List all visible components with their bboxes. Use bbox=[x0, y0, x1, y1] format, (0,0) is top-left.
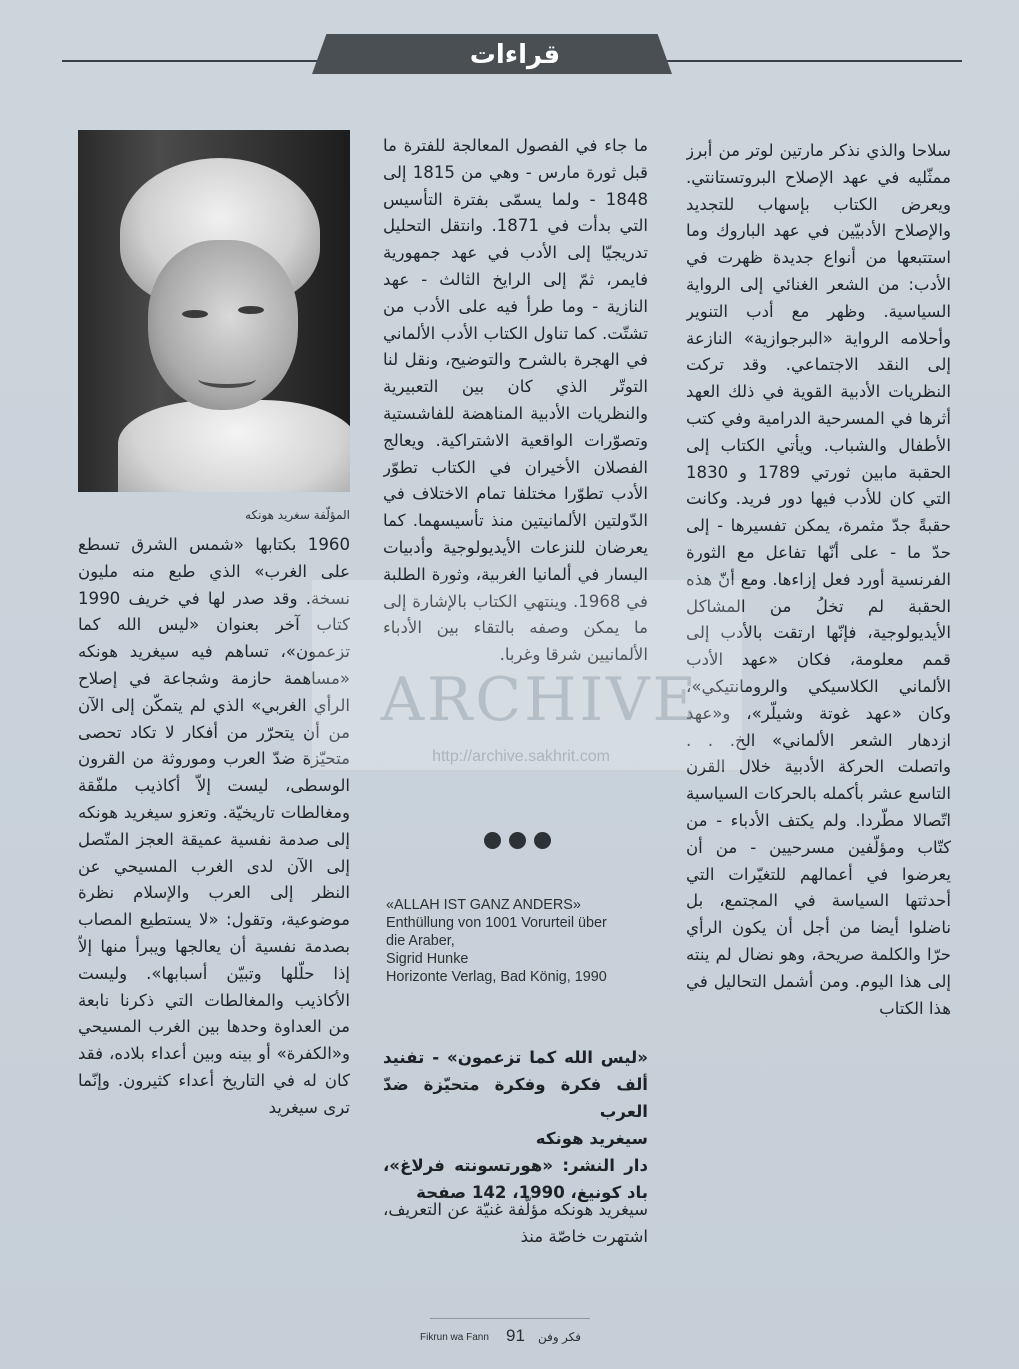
magazine-name-ar: فكر وفن bbox=[538, 1330, 581, 1344]
book-publisher-arabic: دار النشر: «هورتسونته فرلاغ»، باد كونيغ، 1990، 142 صفحة bbox=[383, 1156, 648, 1202]
biblio-line: Enthüllung von 1001 Vorurteil über bbox=[386, 915, 607, 931]
watermark-url: http://archive.sakhrit.com bbox=[432, 748, 610, 765]
biblio-line: die Araber, bbox=[386, 933, 455, 949]
column-left-text: 1960 بكتابها «شمس الشرق تسطع على الغرب» الذي طبع منه مليون نسخة. وقد صدر لها في خريف 1990 كتاب آخر بعنوان «ليس الله كما تزعمون»، تساهم فيه سيغريد هونكه «مساهمة حازمة وشجاعة في إصلاح الرأي الغربي» الذي لم يتمكّن إلى الآن من أن يتحرّر من أفكار لا تكاد تحصى متحيّزة ضدّ العرب وموروثة من القرون الوسطى، ليست إلاّ أكاذيب ملفّقة ومغالطات تاريخيّة. وتعزو سيغريد هونكه إلى صدمة نفسية عميقة العجز المتّصل إلى الآن لدى الغرب المسيحي عن النظر إلى العرب والإسلام نظرة موضوعية، وتقول: «لا يستطيع المصاب بصدمة نفسية أن يعالجها ويبرأ منها إلاّ إذا حلّلها وتبيّن أسبابها». وليست الأكاذيب والمغالطات التي ذكرنا نابعة من العداوة وحدها بين الغرب المسيحي و«الكفرة» أو بينه وبين أعداء بلاده، فقد كان له في التاريخ أعداء كثيرون. وإنّما ترى سيغريد bbox=[78, 535, 350, 1117]
section-title: قراءات bbox=[469, 40, 561, 70]
biblio-line: Sigrid Hunke bbox=[386, 951, 469, 967]
section-separator bbox=[484, 832, 554, 852]
book-author-arabic: سيغريد هونكه bbox=[535, 1129, 648, 1148]
book-title-arabic: «ليس الله كما تزعمون» - تفنيد ألف فكرة وفكرة متحيّزة ضدّ العرب bbox=[383, 1048, 648, 1121]
separator-dot bbox=[484, 832, 501, 849]
text-column-left bbox=[78, 532, 350, 1262]
biblio-line: «ALLAH IST GANZ ANDERS» bbox=[386, 897, 581, 913]
magazine-name-en: Fikrun wa Fann bbox=[420, 1332, 489, 1343]
photo-caption: المؤلّفة سغريد هونكه bbox=[245, 508, 350, 522]
photo-collar bbox=[118, 400, 350, 492]
bibliography-arabic bbox=[383, 1044, 648, 1206]
separator-dot bbox=[534, 832, 551, 849]
review-intro: سيغريد هونكه مؤلّفة غنيّة عن التعريف، اشتهرت خاصّة منذ bbox=[383, 1200, 648, 1246]
bibliography-german bbox=[386, 896, 654, 986]
author-photo bbox=[78, 130, 350, 492]
column-middle-text: ما جاء في الفصول المعالجة للفترة ما قبل ثورة مارس - وهي من 1815 إلى 1848 - ولما يسمّى بفترة التأسيس التي بدأت في 1871. وانتقل التحليل تدريجيّا إلى الأدب في عهد جمهورية فايمر، ثمّ إلى الرايخ الثالث - عهد النازية - وما طرأ فيه على الأدب من تشتّت. كما تناول الكتاب الأدب الألماني في الهجرة بالشرح والتوضيح، ونقل لنا التوتّر الذي كان بين التعبيرية والنظريات الأدبية المناهضة للفاشستية وتصوّرات الواقعية الاشتراكية. ويعالج الفصلان الأخيران في الكتاب تطوّر الأدب تطوّرا مختلفا تمام الاختلاف في الدّولتين الألمانيتين منذ تأسيسهما. كما يعرضان للنزعات الأيديولوجية وأدبيات اليسار في ألمانيا الغربية، وثورة الطلبة في 1968. وينتهي الكتاب بالإشارة إلى ما يمكن وصفه بالتقاء بين الأدباء الألمانيين شرقا وغربا. bbox=[383, 136, 648, 665]
footer-rule bbox=[430, 1318, 590, 1319]
page-footer bbox=[420, 1326, 620, 1350]
separator-dot bbox=[509, 832, 526, 849]
page-number: 91 bbox=[506, 1326, 525, 1345]
column-right-text: سلاحا والذي نذكر مارتين لوتر من أبرز ممثّليه في عهد الإصلاح البروتستانتي. ويعرض الكتاب بإسهاب للتجديد والإصلاح الأدبيّين في عهد الباروك وما استتبعها من أنواع جديدة ظهرت في الأدب: من الشعر الغنائي إلى الرواية السياسية. وظهر مع أدب التنوير وأحلامه الرواية «البرجوازية» النازعة إلى النقد الاجتماعي. وقد تركت النظريات الأدبية القوية في ذلك العهد أثرها في المسرحية الدرامية وفي كتب الأطفال والشباب. ويأتي الكتاب إلى الحقبة مابين ثورتي 1789 و 1830 التي كان للأدب فيها دور فريد. وكانت حقبةً جدّ مثمرة، يمكن تفسيرها - إلى حدّ ما - على أنّها تفاعل مع الثورة الفرنسية أورد فعل إزاءها. ومع أنّ هذه الحقبة لم تخلُ من المشاكل الأيديولوجية، فإنّها ارتقت بالأدب إلى قمم معلومة، فكان «عهد الأدب الألماني الكلاسيكي والرومانتيكي»، وكان «عهد غوتة وشيلّر»، و«عهد ازدهار الشعر الألماني» الخ. . . واتصلت الحركة الأدبية خلال القرن التاسع عشر بأكمله بالحركات السياسية اتّصالا مطّردا. ولم يكتف الأدباء - من كتّاب ومؤلّفين مسرحيين - من أن يعرضوا في أعمالهم للتغيّرات التي أحدثتها السياسة في المجتمع، بل ناضلوا أيضا من أجل أن يكون الرأي حرّا والكلمة صريحة، وهو نضال لم ينته إلى هذا اليوم. ومن أشمل التحاليل في هذا الكتاب bbox=[686, 141, 951, 1018]
biblio-line: Horizonte Verlag, Bad König, 1990 bbox=[386, 969, 607, 985]
watermark-text: ARCHIVE bbox=[380, 665, 700, 735]
